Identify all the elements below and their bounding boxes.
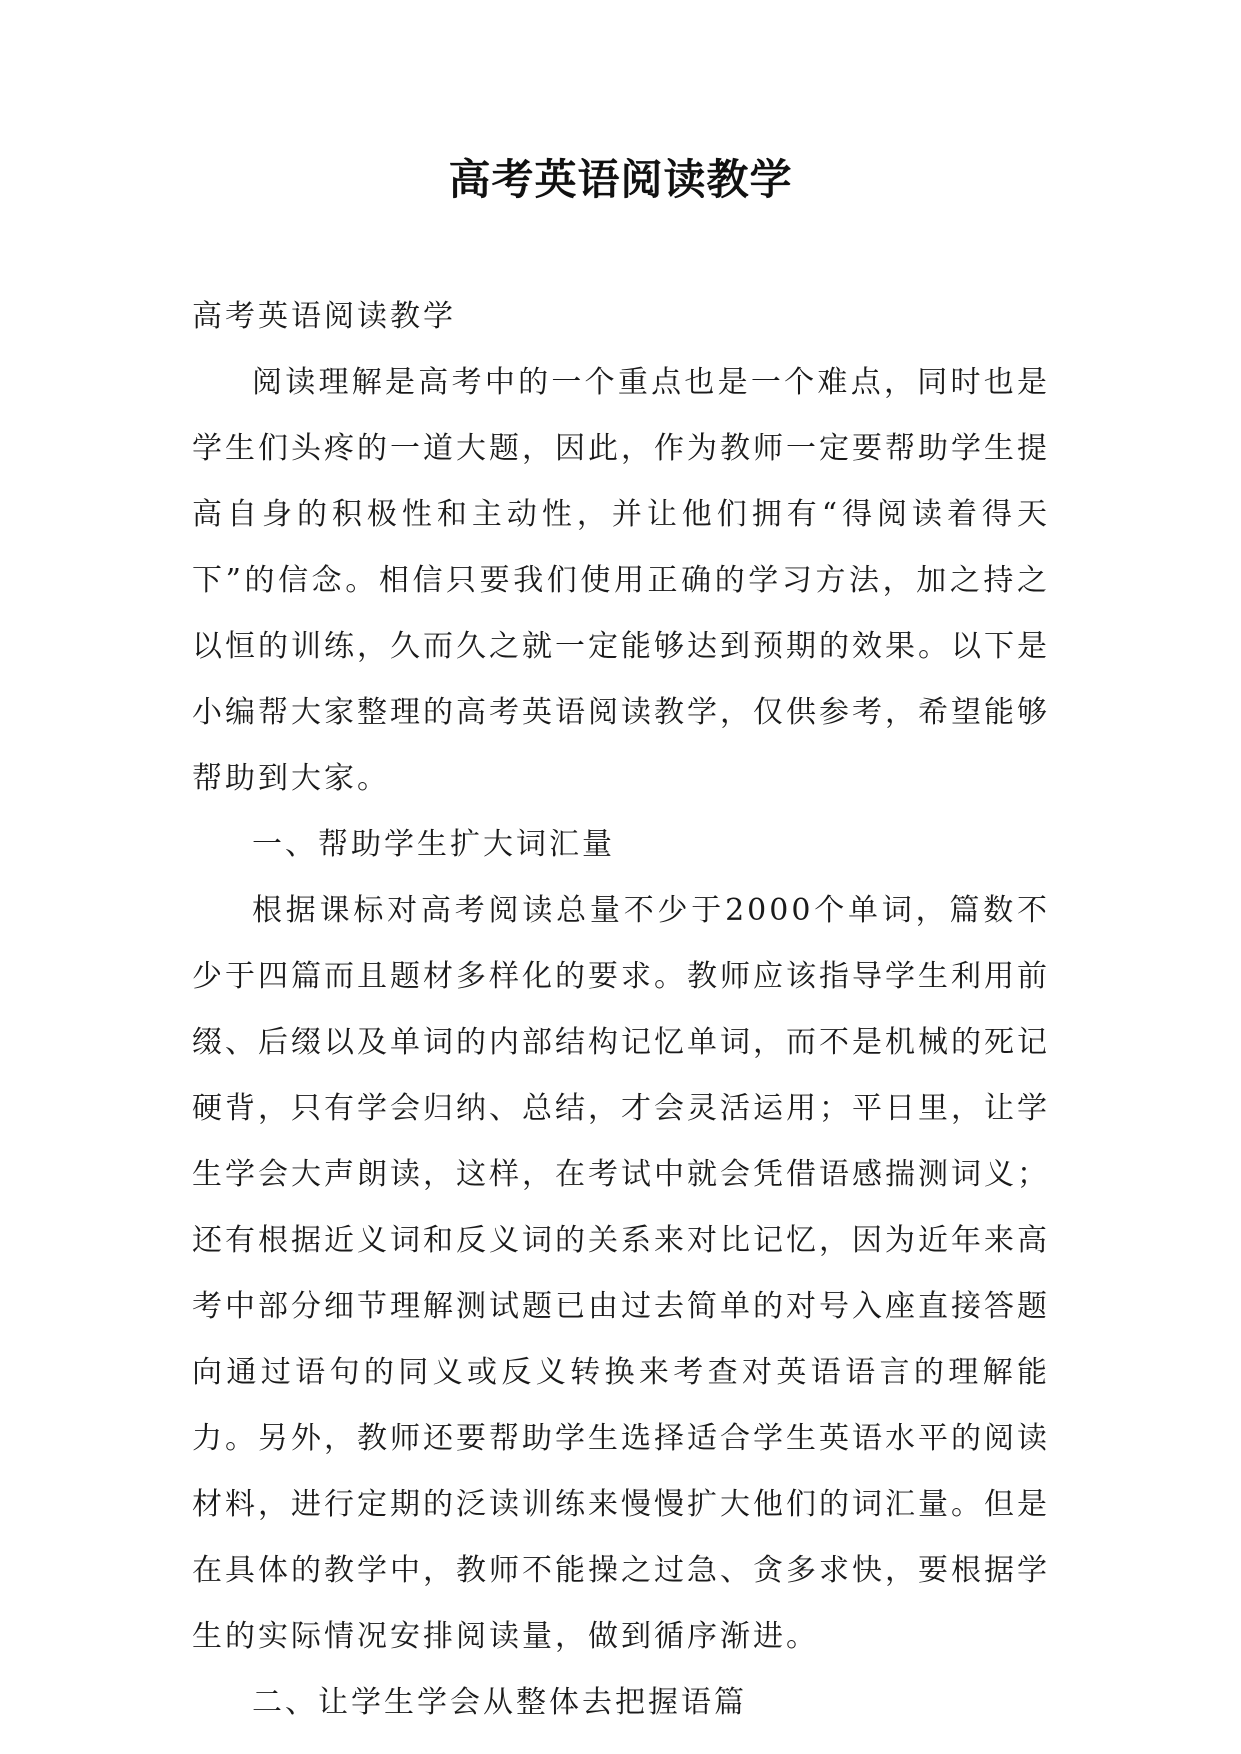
section-paragraph-1: 根据课标对高考阅读总量不少于2000个单词，篇数不少于四篇而且题材多样化的要求。教师应该指导学生利用前缀、后缀以及单词的内部结构记忆单词，而不是机械的死记硬背，只有学会归纳、总结，才会灵活运用；平日里，让学生学会大声朗读，这样，在考试中就会凭借语感揣测词义；还有根据近义词和反义词的关系来对比记忆，因为近年来高考中部分细节理解测试题已由过去简单的对号入座直接答题向通过语句的同义或反义转换来考查对英语语言的理解能力。另外，教师还要帮助学生选择适合学生英语水平的阅读材料，进行定期的泛读训练来慢慢扩大他们的词汇量。但是在具体的教学中，教师不能操之过急、贪多求快，要根据学生的实际情况安排阅读量，做到循序渐进。 xyxy=(192,893,1050,1654)
document-title: 高考英语阅读教学 xyxy=(448,155,793,204)
document-body xyxy=(192,284,1050,1736)
section-heading-1: 一、帮助学生扩大词汇量 xyxy=(252,827,615,862)
section-heading-2: 二、让学生学会从整体去把握语篇 xyxy=(252,1685,747,1720)
intro-paragraph: 阅读理解是高考中的一个重点也是一个难点，同时也是学生们头疼的一道大题，因此，作为教师一定要帮助学生提高自身的积极性和主动性，并让他们拥有“得阅读着得天下”的信念。相信只要我们使用正确的学习方法，加之持之以恒的训练，久而久之就一定能够达到预期的效果。以下是小编帮大家整理的高考英语阅读教学，仅供参考，希望能够帮助到大家。 xyxy=(192,365,1050,796)
document-subtitle: 高考英语阅读教学 xyxy=(192,299,456,334)
